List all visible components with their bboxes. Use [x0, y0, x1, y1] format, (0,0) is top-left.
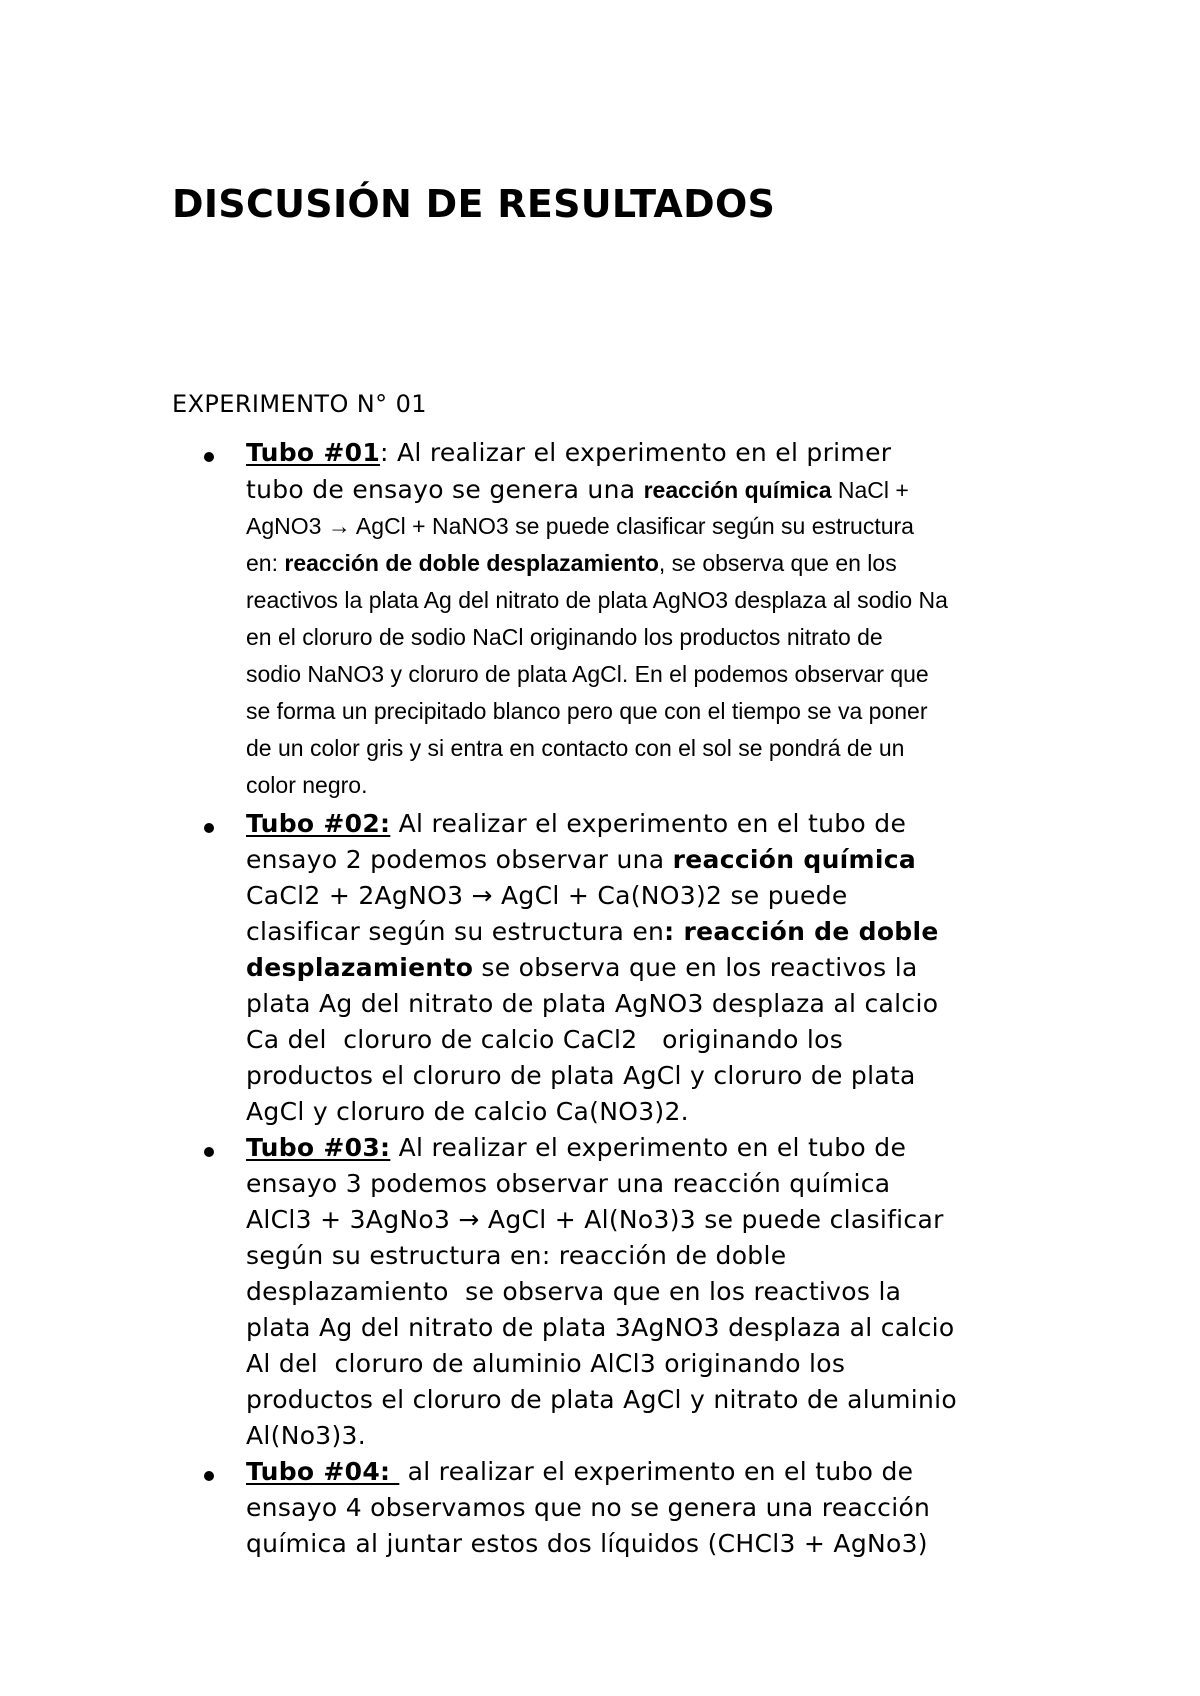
- item-line: Tubo #01: Al realizar el experimento en el primer: [246, 438, 892, 467]
- tubo-label: Tubo #04:: [246, 1457, 400, 1486]
- item-line: Al(No3)3.: [246, 1421, 367, 1450]
- item-line: en: reacción de doble desplazamiento, se observa que en los: [246, 550, 897, 576]
- item-line: AlCl3 + 3AgNo3 → AgCl + Al(No3)3 se puede clasificar: [246, 1205, 944, 1234]
- item-line: desplazamiento se observa que en los reactivos la: [246, 953, 918, 982]
- item-line: plata Ag del nitrato de plata 3AgNO3 desplaza al calcio: [246, 1313, 955, 1342]
- item-line: reactivos la plata Ag del nitrato de plata AgNO3 desplaza al sodio Na: [246, 587, 948, 613]
- item-line: CaCl2 + 2AgNO3 → AgCl + Ca(NO3)2 se puede: [246, 881, 848, 910]
- item-line: clasificar según su estructura en: reacción de doble: [246, 917, 939, 946]
- item-line: ensayo 3 podemos observar una reacción química: [246, 1169, 891, 1198]
- item-line: productos el cloruro de plata AgCl y nitrato de aluminio: [246, 1385, 957, 1414]
- bullet-icon: [204, 1147, 214, 1157]
- item-line: de un color gris y si entra en contacto con el sol se pondrá de un: [246, 735, 905, 761]
- item-line: productos el cloruro de plata AgCl y cloruro de plata: [246, 1061, 916, 1090]
- item-line: ensayo 4 observamos que no se genera una reacción: [246, 1493, 931, 1522]
- item-line: Tubo #02: Al realizar el experimento en el tubo de: [246, 809, 907, 838]
- item-line: tubo de ensayo se genera una reacción química NaCl +: [246, 475, 909, 504]
- item-line: química al juntar estos dos líquidos (CHCl3 + AgNo3): [246, 1529, 928, 1558]
- tubo-label: Tubo #03:: [246, 1133, 391, 1162]
- tubo-label: Tubo #01: [246, 438, 381, 467]
- item-line: Tubo #04: al realizar el experimento en el tubo de: [246, 1457, 914, 1486]
- item-line: en el cloruro de sodio NaCl originando los productos nitrato de: [246, 624, 883, 650]
- item-line: AgCl y cloruro de calcio Ca(NO3)2.: [246, 1097, 689, 1126]
- item-line: desplazamiento se observa que en los reactivos la: [246, 1277, 902, 1306]
- bullet-icon: [204, 1471, 214, 1481]
- item-line: color negro.: [246, 772, 368, 798]
- tubo-label: Tubo #02:: [246, 809, 391, 838]
- item-line: Al del cloruro de aluminio AlCl3 originando los: [246, 1349, 846, 1378]
- bullet-icon: [204, 823, 214, 833]
- item-line: según su estructura en: reacción de doble: [246, 1241, 787, 1270]
- item-line: plata Ag del nitrato de plata AgNO3 desplaza al calcio: [246, 989, 939, 1018]
- bullet-icon: [204, 452, 214, 462]
- item-line: ensayo 2 podemos observar una reacción química: [246, 845, 917, 874]
- document-title: DISCUSIÓN DE RESULTADOS: [172, 182, 776, 226]
- item-line: Tubo #03: Al realizar el experimento en el tubo de: [246, 1133, 907, 1162]
- item-line: AgNO3 → AgCl + NaNO3 se puede clasificar según su estructura: [246, 513, 914, 539]
- item-line: Ca del cloruro de calcio CaCl2 originando los: [246, 1025, 844, 1054]
- item-line: se forma un precipitado blanco pero que con el tiempo se va poner: [246, 698, 928, 724]
- item-line: sodio NaNO3 y cloruro de plata AgCl. En el podemos observar que: [246, 661, 929, 687]
- experiment-heading: EXPERIMENTO N° 01: [172, 390, 427, 418]
